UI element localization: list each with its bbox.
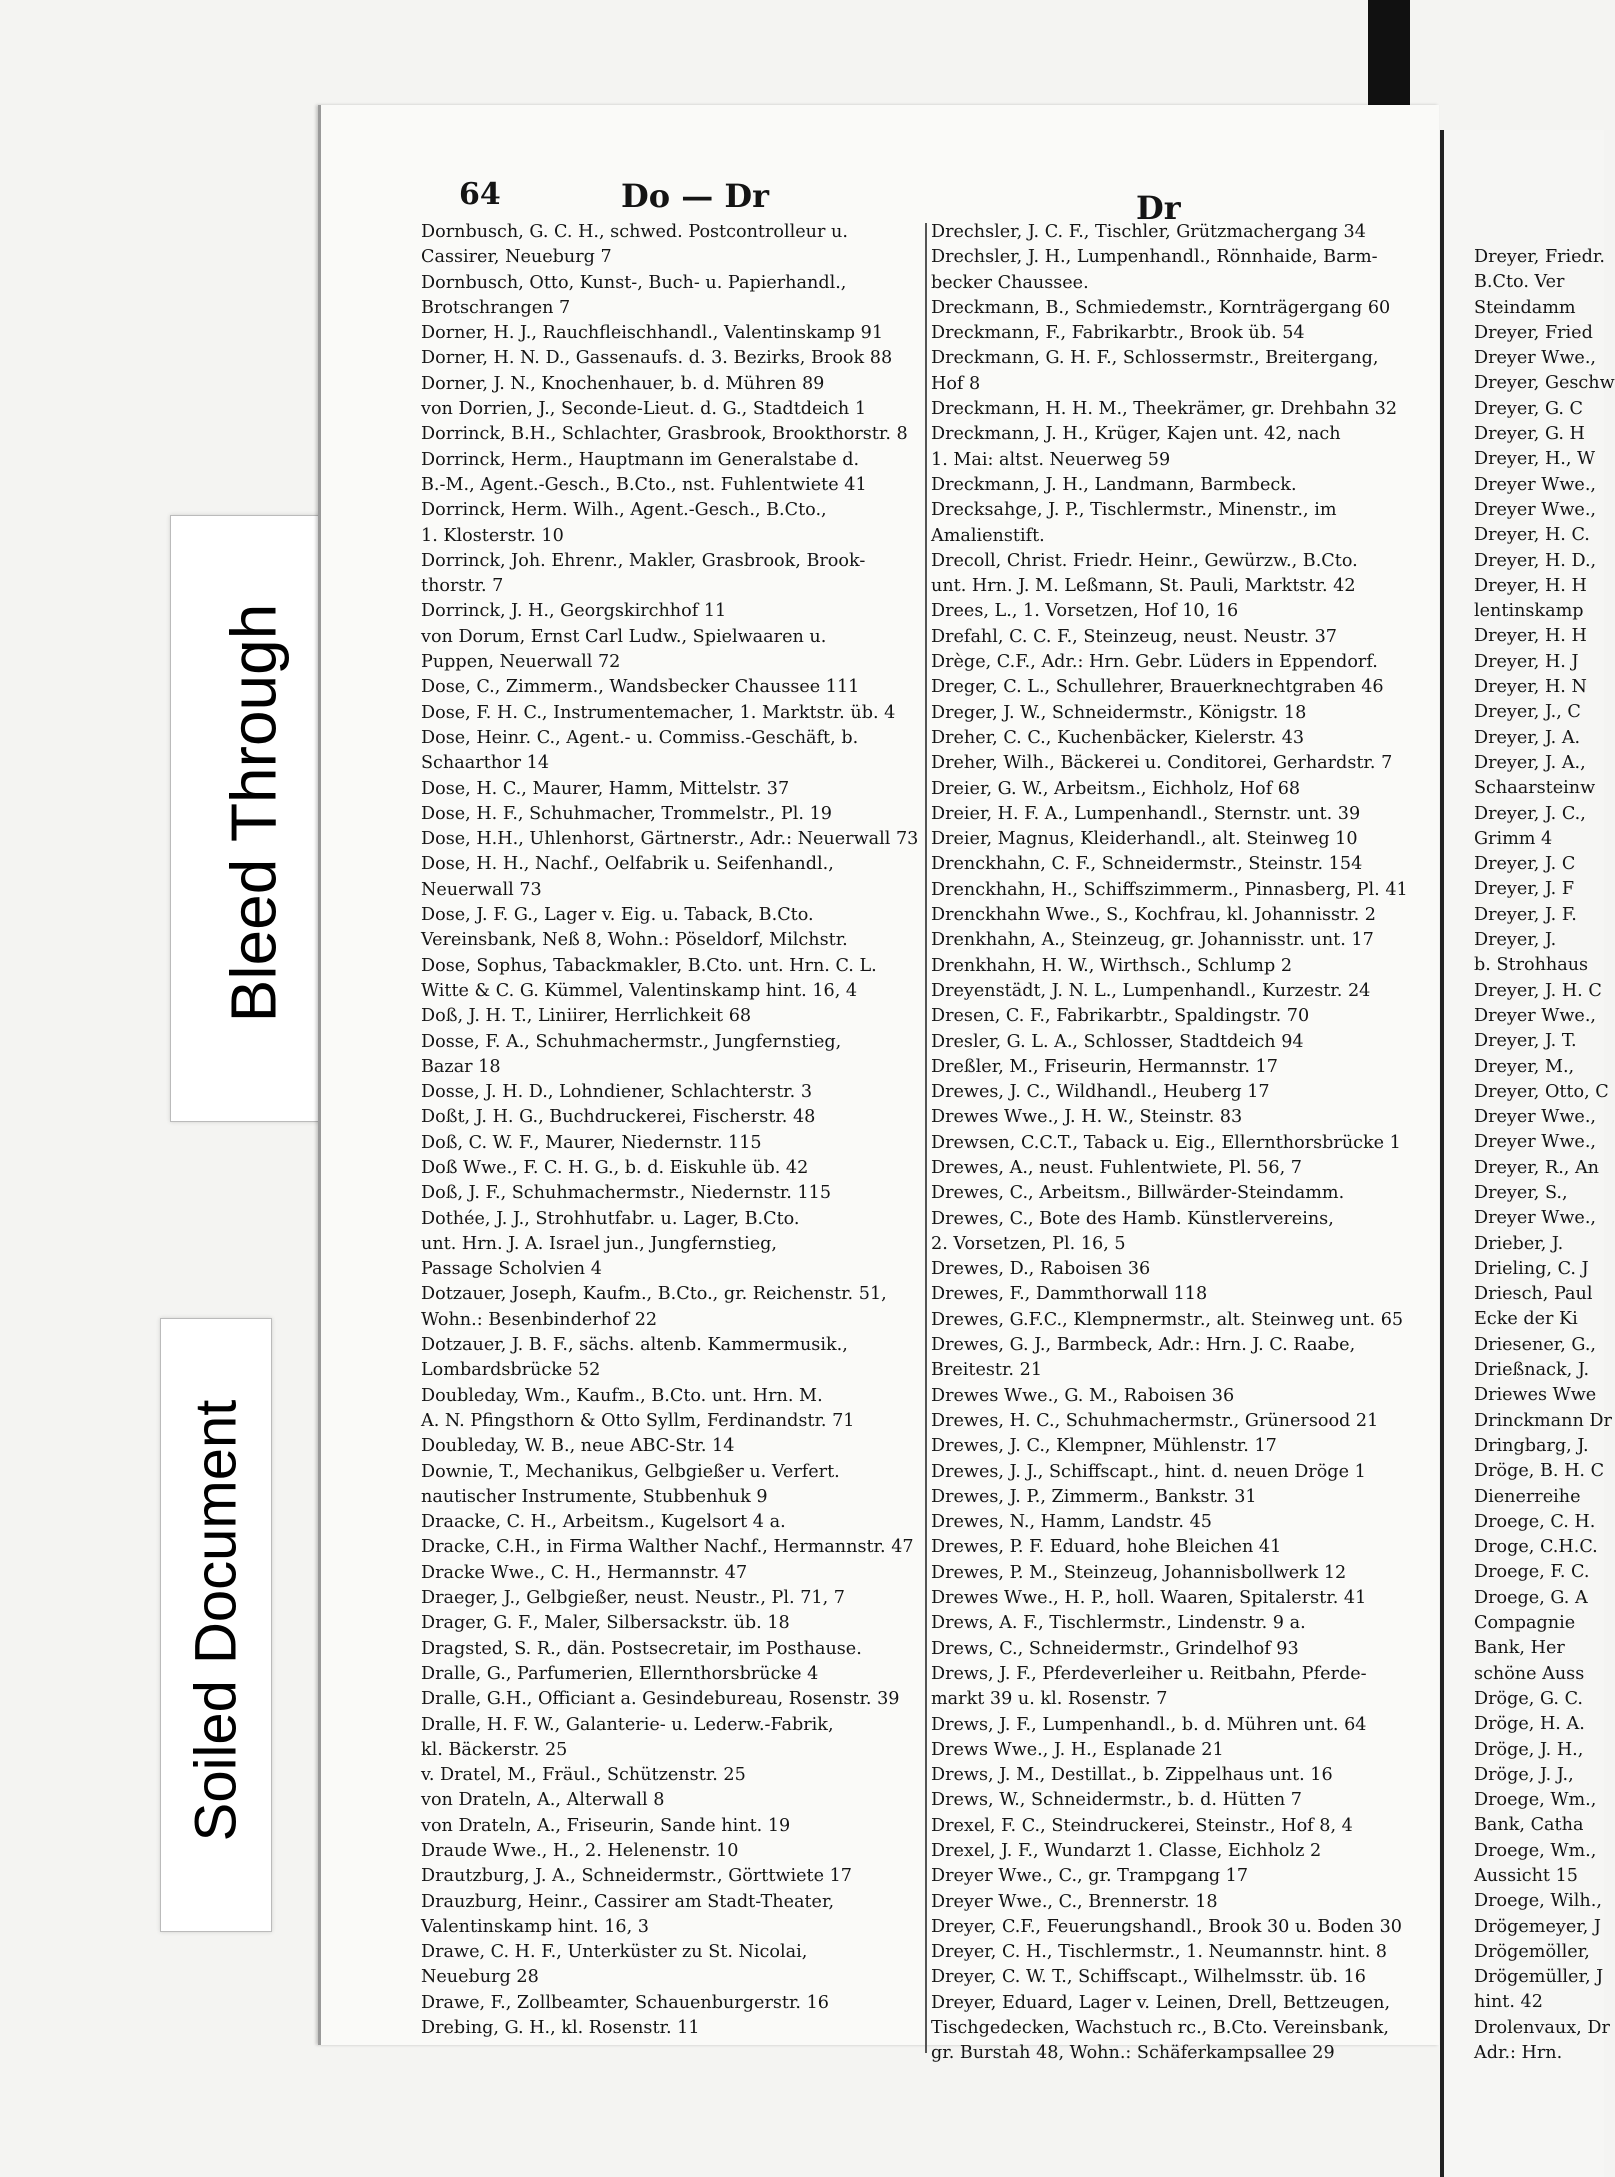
directory-entry-line: Driesch, Paul (1474, 1284, 1593, 1305)
directory-entry-line: Drewsen, C.C.T., Taback u. Eig., Ellernthorsbrücke 1 (931, 1132, 1401, 1153)
directory-entry-line: Drenckhahn, C. F., Schneidermstr., Steinstr. 154 (931, 854, 1363, 875)
directory-entry-line: Drexel, J. F., Wundarzt 1. Classe, Eichholz 2 (931, 1841, 1322, 1861)
directory-entry-line: Dreyer Wwe., (1474, 474, 1597, 495)
directory-entry-line: Dralle, G.H., Officiant a. Gesindebureau, Rosenstr. 39 (421, 1689, 900, 1710)
directory-entry-line: Drewes, G.F.C., Klempnermstr., alt. Steinweg unt. 65 (931, 1309, 1404, 1330)
directory-entry-line: Dreyer, J. H. C (1474, 980, 1602, 1001)
directory-entry-line: Drewes, F., Dammthorwall 118 (931, 1284, 1208, 1305)
directory-entry-line: Dreyer, J. T. (1474, 1031, 1577, 1052)
directory-entry-line: Cassirer, Neueburg 7 (421, 247, 612, 268)
directory-entry-line: Brotschrangen 7 (421, 297, 571, 318)
directory-entry-line: Dreyer Wwe., C., gr. Trampgang 17 (931, 1866, 1249, 1887)
directory-entry-line: Doß, J. H. T., Liniirer, Herrlichkeit 68 (421, 1006, 752, 1027)
directory-entry-line: Aussicht 15 (1474, 1866, 1578, 1886)
directory-entry-line: Draude Wwe., H., 2. Helenenstr. 10 (421, 1841, 739, 1861)
directory-entry-line: Drenckhahn Wwe., S., Kochfrau, kl. Johannisstr. 2 (931, 905, 1376, 926)
directory-entry-line: Bank, Catha (1474, 1815, 1584, 1836)
directory-entry-line: Driesener, G., (1474, 1334, 1597, 1355)
directory-entry-line: von Dorrien, J., Seconde-Lieut. d. G., Stadtdeich 1 (421, 399, 867, 420)
directory-entry-line: Dröge, G. C. (1474, 1688, 1584, 1709)
directory-entry-line: Dreckmann, H. H. M., Theekrämer, gr. Drehbahn 32 (931, 399, 1398, 420)
directory-entry-line: Dreyer, C. H., Tischlermstr., 1. Neumannstr. hint. 8 (931, 1942, 1387, 1963)
directory-entry-line: von Drateln, A., Friseurin, Sande hint. 19 (421, 1815, 791, 1836)
directory-entry-line: Dracke Wwe., C. H., Hermannstr. 47 (421, 1562, 748, 1583)
directory-entry-line: Downie, T., Mechanikus, Gelbgießer u. Verfert. (421, 1461, 840, 1482)
directory-entry-line: Dosse, J. H. D., Lohndiener, Schlachterstr. 3 (421, 1082, 813, 1103)
directory-entry-line: Dreyer, C.F., Feuerungshandl., Brook 30 u. Boden 30 (931, 1916, 1402, 1937)
directory-entry-line: Dreyer Wwe., (1474, 1107, 1597, 1128)
directory-entry-line: 2. Vorsetzen, Pl. 16, 5 (931, 1233, 1126, 1254)
directory-entry-line: Dreyer, J. C., (1474, 803, 1586, 824)
directory-entry-line: Dreyer Wwe., (1474, 1208, 1597, 1229)
directory-entry-line: Drees, L., 1. Vorsetzen, Hof 10, 16 (931, 601, 1239, 622)
directory-entry-line: Doß, C. W. F., Maurer, Niedernstr. 115 (421, 1132, 762, 1153)
directory-entry-line: Dreyer, J. F. (1474, 904, 1577, 925)
directory-entry-line: schöne Auss (1474, 1663, 1585, 1684)
directory-entry-line: Drinckmann Dr (1474, 1410, 1612, 1431)
directory-entry-line: Droege, Wm., (1474, 1840, 1597, 1861)
directory-entry-line: Dralle, H. F. W., Galanterie- u. Lederw.-Fabrik, (421, 1714, 834, 1735)
directory-entry-line: B.Cto. Ver (1474, 272, 1565, 293)
directory-entry-line: Dralle, G., Parfumerien, Ellernthorsbrücke 4 (421, 1663, 819, 1684)
directory-entry-line: Dreger, C. L., Schullehrer, Brauerknechtgraben 46 (931, 677, 1384, 698)
directory-entry-line: Dosse, F. A., Schuhmachermstr., Jungfernstieg, (421, 1031, 842, 1052)
directory-entry-line: Driewes Wwe (1474, 1385, 1597, 1406)
directory-entry-line: Doß Wwe., F. C. H. G., b. d. Eiskuhle üb. 42 (421, 1157, 809, 1178)
soiled-document-label (160, 1318, 272, 1932)
directory-entry-line: b. Strohhaus (1474, 955, 1589, 976)
directory-entry-line: Dresler, G. L. A., Schlosser, Stadtdeich 94 (931, 1031, 1304, 1052)
directory-entry-line: Dreyer Wwe., C., Brennerstr. 18 (931, 1891, 1218, 1912)
directory-entry-line: Dreyer, H. J (1474, 651, 1579, 672)
directory-entry-line: Dose, Heinr. C., Agent.- u. Commiss.-Geschäft, b. (421, 727, 859, 748)
directory-entry-line: Dröge, J. H., (1474, 1739, 1584, 1760)
directory-entry-line: Dreyer Wwe., (1474, 1132, 1597, 1153)
column-divider (925, 223, 927, 2053)
directory-entry-line: Dreyer Wwe., (1474, 499, 1597, 520)
directory-entry-line: Dorner, H. N. D., Gassenaufs. d. 3. Bezirks, Brook 88 (421, 348, 893, 369)
directory-entry-line: Drauzburg, Heinr., Cassirer am Stadt-Theater, (421, 1891, 835, 1912)
directory-entry-line: Drexel, F. C., Steindruckerei, Steinstr., Hof 8, 4 (931, 1815, 1353, 1836)
directory-entry-line: Drager, G. F., Maler, Silbersackstr. üb. 18 (421, 1613, 790, 1634)
directory-entry-line: Dreyer, H., W (1474, 449, 1596, 470)
directory-entry-line: Dreyer, J. C (1474, 854, 1576, 875)
directory-entry-line: Dose, Sophus, Tabackmakler, B.Cto. unt. Hrn. C. L. (421, 955, 877, 976)
directory-entry-line: Dose, F. H. C., Instrumentemacher, 1. Marktstr. üb. 4 (421, 702, 896, 723)
directory-entry-line: Dreckmann, J. H., Krüger, Kajen unt. 42, nach (931, 424, 1341, 445)
directory-entry-line: Drewes, P. M., Steinzeug, Johannisbollwerk 12 (931, 1562, 1347, 1583)
directory-entry-line: Dreger, J. W., Schneidermstr., Königstr. 18 (931, 702, 1307, 723)
directory-entry-line: Drewes, J. C., Wildhandl., Heuberg 17 (931, 1082, 1270, 1103)
directory-entry-line: Drawe, C. H. F., Unterküster zu St. Nicolai, (421, 1942, 808, 1963)
directory-entry-line: Droege, Wm., (1474, 1790, 1597, 1811)
directory-entry-line: Drecksahge, J. P., Tischlermstr., Minenstr., im (931, 500, 1337, 521)
directory-entry-line: Dragsted, S. R., dän. Postsecretair, im Posthause. (421, 1638, 862, 1659)
directory-entry-line: Dorrinck, Joh. Ehrenr., Makler, Grasbrook, Brook- (421, 550, 866, 571)
directory-entry-line: Dreyer, H. N (1474, 677, 1587, 698)
directory-entry-line: Droege, Wilh., (1474, 1891, 1602, 1912)
directory-page (318, 105, 1439, 2064)
directory-entry-line: Dornbusch, Otto, Kunst-, Buch- u. Papierhandl., (421, 272, 847, 293)
directory-entry-line: Drège, C.F., Adr.: Hrn. Gebr. Lüders in Eppendorf. (931, 652, 1378, 673)
directory-entry-line: Grimm 4 (1474, 828, 1553, 849)
directory-entry-line: kl. Bäckerstr. 25 (421, 1739, 568, 1760)
directory-entry-line: Dreyer, H. D., (1474, 550, 1597, 571)
directory-entry-line: Dreyer, J. A., (1474, 752, 1586, 773)
directory-entry-line: Dreier, G. W., Arbeitsm., Eichholz, Hof 68 (931, 778, 1301, 799)
directory-entry-line: Dreyer, M., (1474, 1056, 1575, 1077)
directory-entry-line: Drieling, C. J (1474, 1258, 1589, 1279)
directory-entry-line: Dornbusch, G. C. H., schwed. Postcontrolleur u. (421, 222, 848, 242)
directory-entry-line: Dienerreihe (1474, 1486, 1581, 1507)
directory-entry-line: Adr.: Hrn. (1474, 2043, 1563, 2064)
directory-entry-line: Drolenvaux, Dr (1474, 2017, 1610, 2038)
directory-entry-line: Drecoll, Christ. Friedr. Heinr., Gewürzw., B.Cto. (931, 550, 1358, 571)
running-header-right: Dr (1136, 189, 1181, 227)
directory-entry-line: Drewes, D., Raboisen 36 (931, 1259, 1151, 1280)
directory-entry-line: Lombardsbrücke 52 (421, 1360, 601, 1381)
directory-entry-line: Doßt, J. H. G., Buchdruckerei, Fischerstr. 48 (421, 1107, 816, 1128)
directory-entry-line: hint. 42 (1474, 1992, 1543, 2013)
directory-entry-line: Dorrinck, Herm. Wilh., Agent.-Gesch., B.Cto., (421, 500, 827, 521)
directory-entry-line: Dreyer, Fried (1474, 322, 1593, 343)
directory-entry-line: Droege, G. A (1474, 1587, 1588, 1608)
directory-entry-line: Dreyer, R., An (1474, 1157, 1600, 1178)
directory-entry-line: Drewes, J. C., Klempner, Mühlenstr. 17 (931, 1436, 1277, 1457)
directory-entry-line: Schaarsteinw (1474, 778, 1596, 799)
directory-entry-line: Drews, A. F., Tischlermstr., Lindenstr. 9 a. (931, 1613, 1306, 1634)
directory-entry-line: lentinskamp (1474, 601, 1584, 622)
directory-entry-line: Droge, C.H.C. (1474, 1537, 1598, 1558)
directory-entry-line: Droege, C. H. (1474, 1511, 1596, 1532)
directory-entry-line: Dreyer, J. (1474, 930, 1557, 951)
directory-entry-line: Puppen, Neuerwall 72 (421, 652, 621, 673)
directory-entry-line: von Drateln, A., Alterwall 8 (421, 1790, 665, 1811)
directory-entry-line: Drewes, N., Hamm, Landstr. 45 (931, 1512, 1212, 1533)
directory-entry-line: Dreier, H. F. A., Lumpenhandl., Sternstr. unt. 39 (931, 803, 1361, 824)
directory-entry-line: 1. Mai: altst. Neuerweg 59 (931, 449, 1171, 470)
directory-entry-line: Dose, H. H., Nachf., Oelfabrik u. Seifenhandl., (421, 854, 834, 875)
directory-entry-line: becker Chaussee. (931, 272, 1089, 293)
directory-entry-line: Dröge, B. H. C (1474, 1461, 1605, 1482)
directory-entry-line: Dorrinck, J. H., Georgskirchhof 11 (421, 601, 727, 622)
right-column-fragment (1474, 245, 1615, 2066)
directory-entry-line: Dringbarg, J. (1474, 1435, 1589, 1456)
directory-entry-line: unt. Hrn. J. A. Israel jun., Jungfernstieg, (421, 1233, 777, 1254)
directory-entry-line: Bank, Her (1474, 1638, 1565, 1659)
directory-entry-line: Drechsler, J. H., Lumpenhandl., Rönnhaide, Barm- (931, 247, 1378, 268)
directory-entry-line: Dose, H.H., Uhlenhorst, Gärtnerstr., Adr.: Neuerwall 73 (421, 829, 919, 850)
directory-entry-line: Dothée, J. J., Strohhutfabr. u. Lager, B.Cto. (421, 1208, 800, 1229)
directory-entry-line: Dreher, Wilh., Bäckerei u. Conditorei, Gerhardstr. 7 (931, 753, 1393, 774)
directory-entry-line: Dreyer, J. A. (1474, 727, 1581, 748)
directory-entry-line: Dröge, J. J., (1474, 1764, 1574, 1785)
directory-entry-line: Drews, C., Schneidermstr., Grindelhof 93 (931, 1638, 1299, 1659)
directory-entry-line: Dorrinck, B.H., Schlachter, Grasbrook, Brookthorstr. 8 (421, 424, 908, 445)
directory-entry-line: Dreßler, M., Friseurin, Hermannstr. 17 (931, 1056, 1278, 1077)
directory-entry-line: Drews Wwe., J. H., Esplanade 21 (931, 1739, 1224, 1760)
directory-entry-line: Dreyenstädt, J. N. L., Lumpenhandl., Kurzestr. 24 (931, 980, 1371, 1001)
directory-entry-line: Drögemeyer, J (1474, 1916, 1601, 1937)
directory-entry-line: Ecke der Ki (1474, 1309, 1578, 1330)
directory-entry-line: Drautzburg, J. A., Schneidermstr., Görttwiete 17 (421, 1866, 852, 1887)
directory-entry-line: Drewes Wwe., G. M., Raboisen 36 (931, 1385, 1235, 1406)
directory-entry-line: Drews, W., Schneidermstr., b. d. Hütten 7 (931, 1790, 1302, 1811)
directory-entry-line: Dreyer, Friedr. (1474, 247, 1605, 267)
directory-entry-line: Schaarthor 14 (421, 753, 550, 774)
directory-entry-line: Dreyer, C. W. T., Schiffscapt., Wilhelmsstr. üb. 16 (931, 1967, 1366, 1988)
directory-entry-line: Dreckmann, B., Schmiedemstr., Kornträgergang 60 (931, 297, 1391, 318)
directory-entry-line: Drewes, P. F. Eduard, hohe Bleichen 41 (931, 1537, 1282, 1558)
directory-entry-line: Dröge, H. A. (1474, 1714, 1585, 1735)
directory-entry-line: v. Dratel, M., Fräul., Schützenstr. 25 (421, 1765, 746, 1786)
directory-entry-line: Drawe, F., Zollbeamter, Schauenburgerstr. 16 (421, 1992, 830, 2013)
running-header-left: Do — Dr (621, 177, 769, 215)
directory-entry-line: Valentinskamp hint. 16, 3 (421, 1916, 650, 1937)
directory-entry-line: Dose, J. F. G., Lager v. Eig. u. Taback, B.Cto. (421, 905, 814, 926)
page-number: 64 (459, 177, 501, 212)
directory-entry-line: Drewes, G. J., Barmbeck, Adr.: Hrn. J. C. Raabe, (931, 1335, 1356, 1356)
directory-entry-line: Drebing, G. H., kl. Rosenstr. 11 (421, 2018, 700, 2039)
directory-entry-line: Drewes, H. C., Schuhmachermstr., Grünersood 21 (931, 1410, 1379, 1431)
directory-entry-line: Dorrinck, Herm., Hauptmann im Generalstabe d. (421, 449, 860, 470)
bleed-through-label (170, 515, 337, 1122)
directory-entry-line: Drenkhahn, H. W., Wirthsch., Schlump 2 (931, 955, 1293, 976)
directory-entry-line: 1. Klosterstr. 10 (421, 525, 564, 546)
directory-entry-line: Drießnack, J. (1474, 1360, 1590, 1381)
directory-entry-line: Hof 8 (931, 373, 981, 394)
directory-entry-line: thorstr. 7 (421, 576, 504, 597)
directory-entry-line: Drögemüller, J (1474, 1967, 1604, 1988)
directory-entry-line: Dreyer, J. F (1474, 879, 1575, 900)
directory-entry-line: Drews, J. M., Destillat., b. Zippelhaus unt. 16 (931, 1765, 1333, 1786)
directory-entry-line: Drews, J. F., Pferdeverleiher u. Reitbahn, Pferde- (931, 1663, 1367, 1684)
directory-entry-line: Drewes, C., Arbeitsm., Billwärder-Steindamm. (931, 1183, 1345, 1204)
directory-entry-line: Dreier, Magnus, Kleiderhandl., alt. Steinweg 10 (931, 829, 1358, 850)
directory-entry-line: Drechsler, J. C. F., Tischler, Grützmachergang 34 (931, 222, 1366, 242)
directory-entry-line: Dreyer, Eduard, Lager v. Leinen, Drell, Bettzeugen, (931, 1992, 1391, 2013)
directory-entry-line: Draacke, C. H., Arbeitsm., Kugelsort 4 a. (421, 1512, 786, 1533)
directory-entry-line: Drenckhahn, H., Schiffszimmerm., Pinnasberg, Pl. 41 (931, 879, 1408, 900)
directory-entry-line: Dreyer Wwe., (1474, 1005, 1597, 1026)
directory-entry-line: Bazar 18 (421, 1056, 501, 1077)
directory-entry-line: Dreyer, G. H (1474, 424, 1585, 445)
directory-entry-line: Doß, J. F., Schuhmachermstr., Niedernstr. 115 (421, 1183, 832, 1204)
directory-entry-line: Drewes Wwe., H. P., holl. Waaren, Spitalerstr. 41 (931, 1588, 1367, 1609)
directory-entry-line: Dotzauer, Joseph, Kaufm., B.Cto., gr. Reichenstr. 51, (421, 1284, 887, 1305)
directory-entry-line: Dreyer, H. H (1474, 626, 1587, 647)
directory-entry-line: Dreyer, G. C (1474, 398, 1584, 419)
directory-entry-line: Breitestr. 21 (931, 1360, 1043, 1381)
directory-entry-line: Drögemöller, (1474, 1941, 1590, 1962)
directory-entry-line: A. N. Pfingsthorn & Otto Syllm, Ferdinandstr. 71 (421, 1410, 855, 1431)
directory-entry-line: Dracke, C.H., in Firma Walther Nachf., Hermannstr. 47 (421, 1537, 914, 1558)
directory-entry-line: Dreyer, H. C. (1474, 525, 1590, 546)
directory-entry-line: Drewes, J. J., Schiffscapt., hint. d. neuen Dröge 1 (931, 1461, 1366, 1482)
directory-entry-line: gr. Burstah 48, Wohn.: Schäferkampsallee 29 (931, 2043, 1335, 2064)
directory-entry-line: Witte & C. G. Kümmel, Valentinskamp hint. 16, 4 (421, 980, 858, 1001)
directory-entry-line: Dose, H. F., Schuhmacher, Trommelstr., Pl. 19 (421, 803, 832, 824)
directory-entry-line: Drewes, C., Bote des Hamb. Künstlervereins, (931, 1208, 1334, 1229)
directory-entry-line: Vereinsbank, Neß 8, Wohn.: Pöseldorf, Milchstr. (421, 930, 848, 951)
directory-entry-line: Dreckmann, F., Fabrikarbtr., Brook üb. 54 (931, 323, 1305, 344)
directory-entry-line: Dose, C., Zimmerm., Wandsbecker Chaussee 111 (421, 677, 860, 698)
directory-entry-line: Dreyer Wwe., (1474, 348, 1597, 369)
directory-entry-line: Dorner, J. N., Knochenhauer, b. d. Mühren 89 (421, 373, 825, 394)
directory-entry-line: Amalienstift. (931, 525, 1045, 546)
directory-entry-line: Doubleday, W. B., neue ABC-Str. 14 (421, 1436, 735, 1457)
directory-entry-line: Compagnie (1474, 1613, 1576, 1634)
directory-entry-line: Wohn.: Besenbinderhof 22 (421, 1309, 658, 1330)
directory-entry-line: Drefahl, C. C. F., Steinzeug, neust. Neustr. 37 (931, 626, 1337, 647)
directory-entry-line: B.-M., Agent.-Gesch., B.Cto., nst. Fuhlentwiete 41 (421, 474, 867, 495)
directory-entry-line: von Dorum, Ernst Carl Ludw., Spielwaaren u. (421, 626, 827, 647)
directory-entry-line: Dose, H. C., Maurer, Hamm, Mittelstr. 37 (421, 778, 790, 799)
directory-entry-line: Tischgedecken, Wachstuch rc., B.Cto. Vereinsbank, (931, 2018, 1390, 2039)
directory-entry-line: Dreyer, Otto, C (1474, 1081, 1609, 1102)
directory-entry-line: Doubleday, Wm., Kaufm., B.Cto. unt. Hrn. M. (421, 1385, 823, 1406)
directory-entry-line: Neueburg 28 (421, 1967, 539, 1988)
directory-entry-line: Dreyer, J., C (1474, 702, 1581, 723)
directory-entry-line: markt 39 u. kl. Rosenstr. 7 (931, 1689, 1168, 1710)
directory-entry-line: Dreyer, S., (1474, 1182, 1568, 1203)
directory-entry-line: Drews, J. F., Lumpenhandl., b. d. Mühren unt. 64 (931, 1714, 1367, 1735)
bleed-through-text: Bleed Through (217, 603, 290, 1023)
directory-entry-line: Neuerwall 73 (421, 879, 542, 900)
middle-column (931, 220, 1423, 2067)
directory-entry-line: Steindamm (1474, 297, 1576, 318)
soiled-document-text: Soiled Document (183, 1399, 249, 1842)
directory-entry-line: Drewes, A., neust. Fuhlentwiete, Pl. 56, 7 (931, 1157, 1302, 1178)
directory-entry-line: Dreyer, Geschw (1474, 373, 1615, 394)
directory-entry-line: Dreckmann, G. H. F., Schlossermstr., Breitergang, (931, 348, 1379, 369)
directory-entry-line: Dresen, C. F., Fabrikarbtr., Spaldingstr. 70 (931, 1006, 1310, 1027)
directory-entry-line: Dreher, C. C., Kuchenbäcker, Kielerstr. 43 (931, 727, 1305, 748)
directory-entry-line: Drieber, J. (1474, 1233, 1564, 1254)
directory-entry-line: Drewes Wwe., J. H. W., Steinstr. 83 (931, 1107, 1243, 1128)
directory-entry-line: Drewes, J. P., Zimmerm., Bankstr. 31 (931, 1486, 1257, 1507)
directory-entry-line: Dorner, H. J., Rauchfleischhandl., Valentinskamp 91 (421, 323, 884, 344)
directory-entry-line: Drenkhahn, A., Steinzeug, gr. Johannisstr. unt. 17 (931, 930, 1374, 951)
directory-entry-line: Droege, F. C. (1474, 1562, 1590, 1583)
directory-entry-line: Passage Scholvien 4 (421, 1259, 602, 1280)
directory-entry-line: Dreyer, H. H (1474, 575, 1587, 596)
left-column (421, 220, 921, 2041)
directory-entry-line: Draeger, J., Gelbgießer, neust. Neustr., Pl. 71, 7 (421, 1588, 845, 1609)
directory-entry-line: unt. Hrn. J. M. Leßmann, St. Pauli, Marktstr. 42 (931, 576, 1356, 597)
directory-entry-line: nautischer Instrumente, Stubbenhuk 9 (421, 1486, 768, 1507)
directory-entry-line: Dotzauer, J. B. F., sächs. altenb. Kammermusik., (421, 1335, 848, 1356)
directory-entry-line: Dreckmann, J. H., Landmann, Barmbeck. (931, 474, 1297, 495)
